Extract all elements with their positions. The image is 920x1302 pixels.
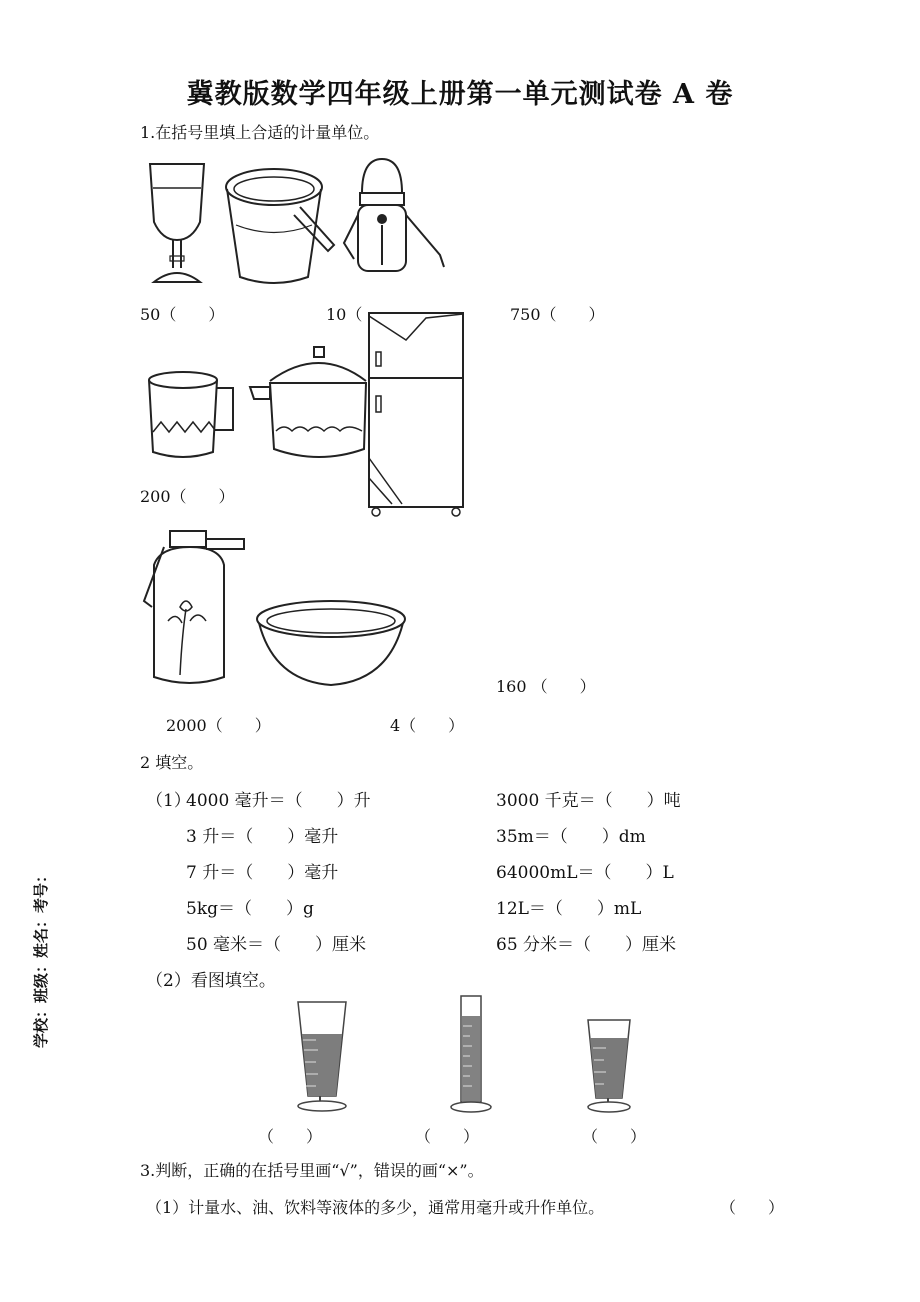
pot-image [248, 345, 368, 465]
beaker-image-2 [584, 1016, 634, 1114]
q2-part1-label: （1） [146, 791, 191, 811]
q1-blank-glass[interactable]: 50（ ） [140, 305, 225, 324]
water-bottle-image [340, 155, 450, 283]
q2-left-item[interactable]: 5kg＝（ ）g [186, 899, 314, 919]
q1-heading: 1.在括号里填上合适的计量单位。 [140, 123, 380, 142]
q3-statement-1: （1）计量水、油、饮料等液体的多少，通常用毫升或升作单位。 [146, 1198, 605, 1217]
q2-right-item[interactable]: 65 分米＝（ ）厘米 [496, 935, 677, 955]
washbasin-image [254, 597, 409, 689]
q1-blank-basin[interactable]: 4（ ） [390, 716, 465, 735]
q2-left-item[interactable]: 3 升＝（ ）毫升 [186, 827, 339, 847]
q1-blank-bucket[interactable]: 10（ [326, 305, 363, 324]
q2-right-item[interactable]: 35m＝（ ）dm [496, 827, 646, 847]
q2-right-item[interactable]: 12L＝（ ）mL [496, 899, 642, 919]
q3-answer-blank-1[interactable]: （ ） [720, 1198, 785, 1217]
measuring-cylinder-image [448, 992, 494, 1116]
q1-blank-mug[interactable]: 200（ ） [140, 487, 235, 506]
wine-glass-image [146, 160, 208, 290]
q2-right-item[interactable]: 64000mL＝（ ）L [496, 863, 674, 883]
beaker-1-blank[interactable]: （ ） [258, 1127, 323, 1146]
q1-blank-bottle[interactable]: 750（ ） [510, 305, 605, 324]
cylinder-blank[interactable]: （ ） [415, 1127, 480, 1146]
thermos-flask-image [140, 525, 250, 690]
q2-heading: 2 填空。 [140, 753, 204, 772]
beaker-2-blank[interactable]: （ ） [582, 1127, 647, 1146]
page-title: 冀教版数学四年级上册第一单元测试卷 A 卷 [186, 79, 734, 110]
student-info-text: 学校：班级：姓名：考号： [32, 867, 50, 1048]
q1-blank-refrigerator[interactable]: 160 （ ） [496, 677, 596, 696]
mug-image [145, 368, 240, 463]
q2-left-item[interactable]: 7 升＝（ ）毫升 [186, 863, 339, 883]
q2-right-item[interactable]: 3000 千克＝（ ）吨 [496, 791, 681, 811]
beaker-image-1 [294, 998, 350, 1114]
bucket-image [222, 165, 337, 290]
q2-left-item[interactable]: 4000 毫升＝（ ）升 [186, 791, 371, 811]
student-info-label [22, 858, 62, 1048]
q3-heading: 3.判断，正确的在括号里画“√”，错误的画“×”。 [140, 1161, 484, 1180]
q2-part2-heading: （2）看图填空。 [146, 971, 276, 991]
q1-blank-flask[interactable]: 2000（ ） [166, 716, 271, 735]
q2-left-item[interactable]: 50 毫米＝（ ）厘米 [186, 935, 367, 955]
refrigerator-image [366, 308, 466, 518]
